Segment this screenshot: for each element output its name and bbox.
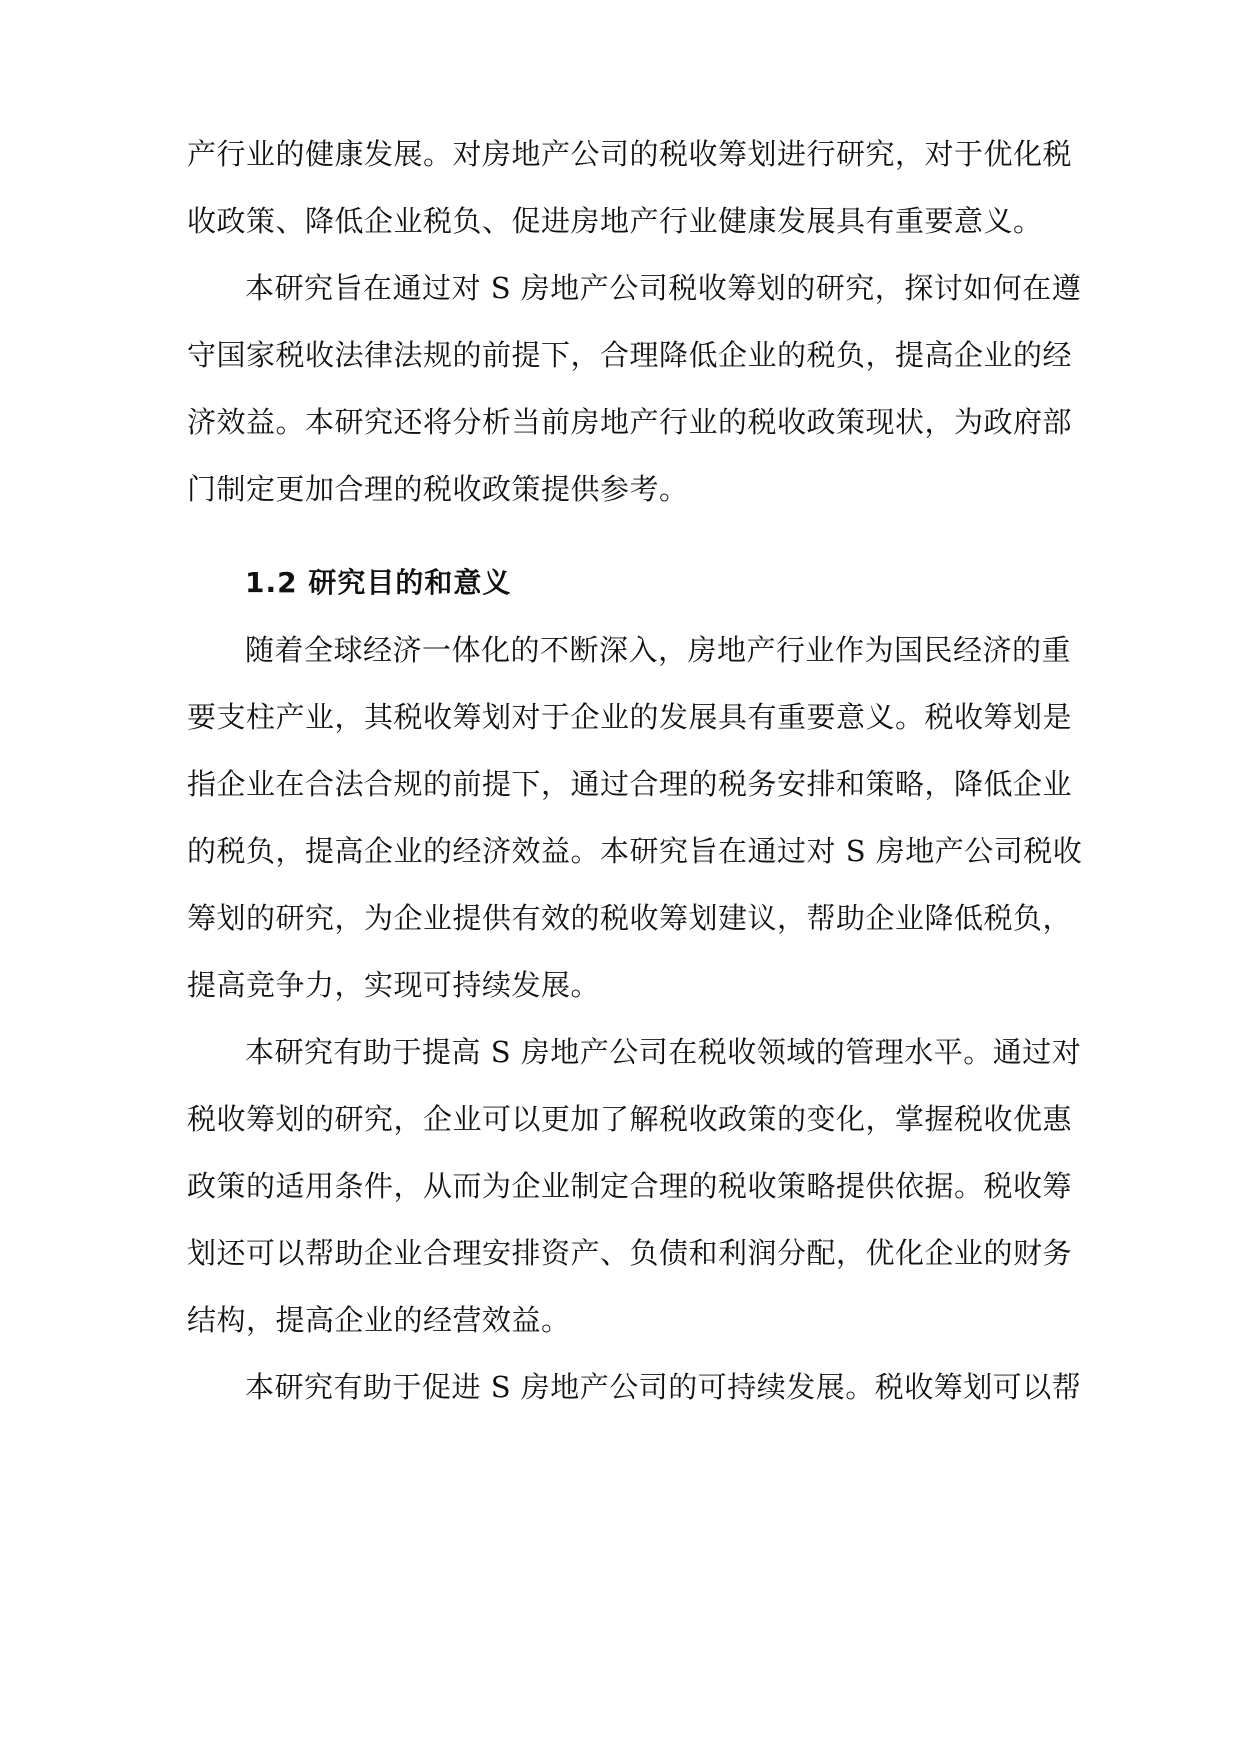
paragraph-line: 门制定更加合理的税收政策提供参考。 <box>187 472 689 506</box>
paragraph-line: 本研究旨在通过对 S 房地产公司税收筹划的研究，探讨如何在遵 <box>245 271 1082 305</box>
paragraph-line: 要支柱产业，其税收筹划对于企业的发展具有重要意义。税收筹划是 <box>187 700 1073 734</box>
paragraph-line: 产行业的健康发展。对房地产公司的税收筹划进行研究，对于优化税 <box>187 137 1073 171</box>
paragraph-line: 的税负，提高企业的经济效益。本研究旨在通过对 S 房地产公司税收 <box>187 834 1083 868</box>
paragraph-line: 提高竞争力，实现可持续发展。 <box>187 968 601 1002</box>
paragraph-line: 济效益。本研究还将分析当前房地产行业的税收政策现状，为政府部 <box>187 405 1073 439</box>
paragraph-line: 随着全球经济一体化的不断深入，房地产行业作为国民经济的重 <box>245 633 1072 667</box>
paragraph-line: 指企业在合法合规的前提下，通过合理的税务安排和策略，降低企业 <box>187 767 1073 801</box>
paragraph-line: 收政策、降低企业税负、促进房地产行业健康发展具有重要意义。 <box>187 204 1043 238</box>
paragraph-line: 税收筹划的研究，企业可以更加了解税收政策的变化，掌握税收优惠 <box>187 1102 1073 1136</box>
section-heading: 1.2 研究目的和意义 <box>245 566 512 599</box>
paragraph-line: 政策的适用条件，从而为企业制定合理的税收策略提供依据。税收筹 <box>187 1169 1073 1203</box>
paragraph-line: 本研究有助于提高 S 房地产公司在税收领域的管理水平。通过对 <box>245 1035 1082 1069</box>
paragraph-line: 划还可以帮助企业合理安排资产、负债和利润分配，优化企业的财务 <box>187 1236 1073 1270</box>
paragraph-line: 守国家税收法律法规的前提下，合理降低企业的税负，提高企业的经 <box>187 338 1073 372</box>
paragraph-line: 结构，提高企业的经营效益。 <box>187 1303 571 1337</box>
paragraph-line: 筹划的研究，为企业提供有效的税收筹划建议，帮助企业降低税负， <box>187 901 1073 935</box>
paragraph-line: 本研究有助于促进 S 房地产公司的可持续发展。税收筹划可以帮 <box>245 1370 1082 1404</box>
